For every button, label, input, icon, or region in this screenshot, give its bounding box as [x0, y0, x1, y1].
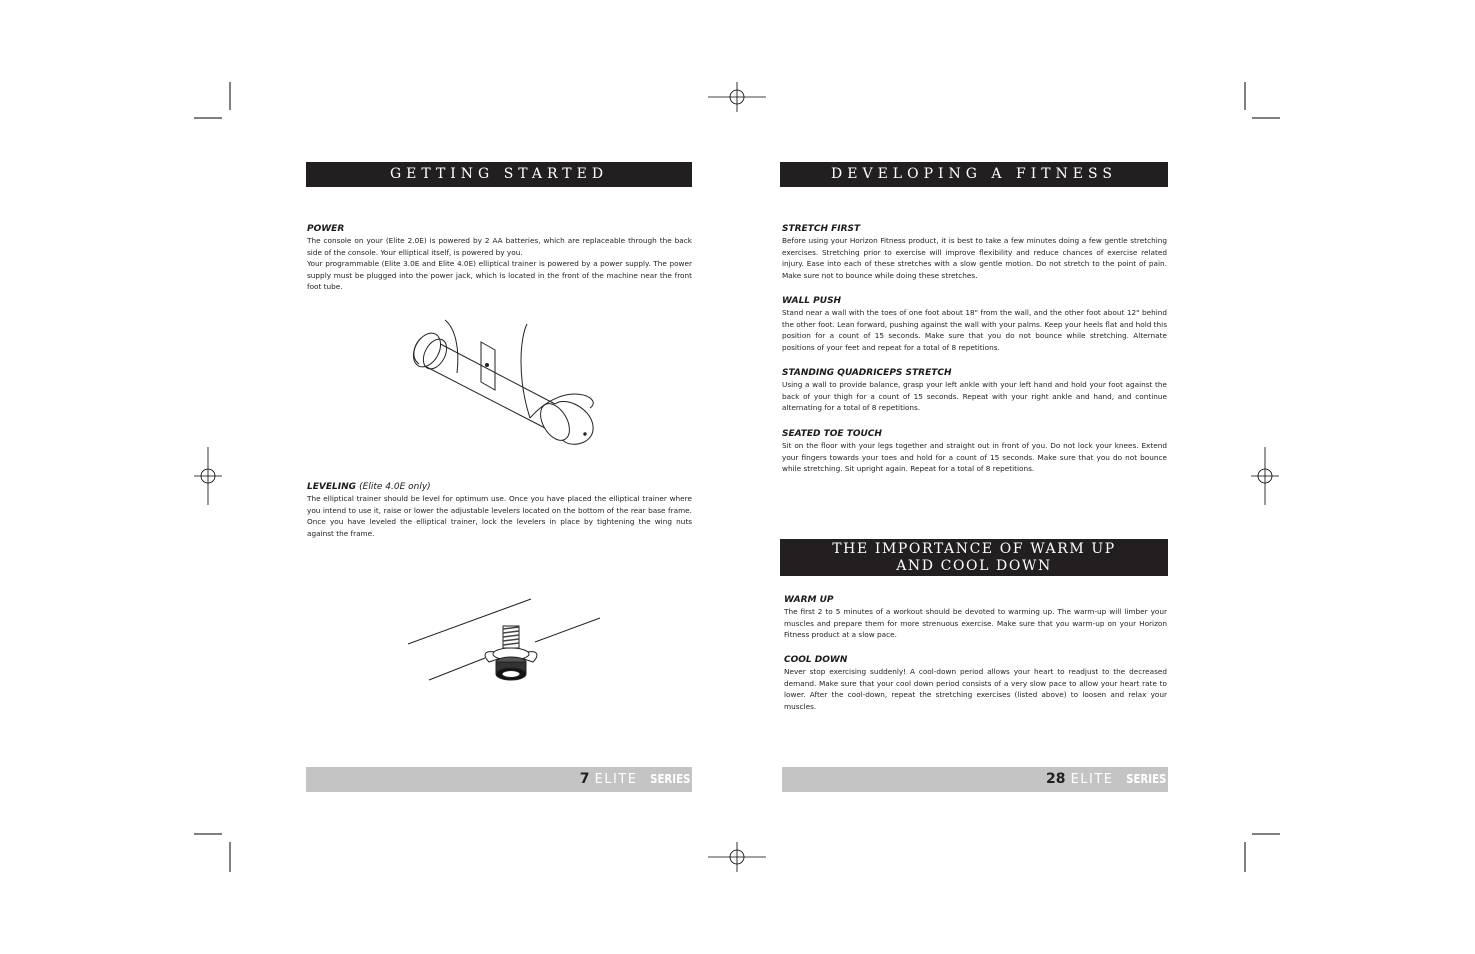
footer-brand: ELITE — [1070, 772, 1114, 787]
power-heading: POWER — [307, 224, 345, 234]
wall-push-section — [782, 295, 1167, 353]
toe-touch-text: Sit on the floor with your legs together and straight out in front of you. Do not lock your knees. Extend your fingers towards your toes and hold for a count of 15 seconds. Make sure that you do not bounce while stretching. Sit upright again. Repeat for a total of 8 repetitions. — [782, 441, 1167, 474]
wing-nut-leveler-illustration — [405, 596, 605, 691]
left-page-banner: GETTING STARTED — [306, 162, 692, 187]
stretch-first-heading: STRETCH FIRST — [782, 224, 861, 234]
left-page-footer — [306, 767, 692, 792]
warm-up-heading: WARM UP — [784, 595, 834, 605]
foot-tube-illustration — [405, 318, 605, 458]
cool-down-heading: COOL DOWN — [784, 655, 848, 665]
footer-brand: ELITE — [594, 772, 638, 787]
leveling-section — [307, 481, 692, 539]
stretch-first-section — [782, 223, 1167, 281]
power-paragraph-1: The console on your (Elite 2.0E) is powered by 2 AA batteries, which are replaceable through the back side of the console. Your elliptical itself, is powered by you. — [307, 236, 692, 257]
leveling-subtitle: (Elite 4.0E only) — [359, 482, 431, 492]
warm-up-banner-line-2: AND COOL DOWN — [896, 558, 1052, 574]
wall-push-heading: WALL PUSH — [782, 296, 842, 306]
warm-up-banner — [780, 539, 1168, 576]
quadriceps-section — [782, 367, 1167, 414]
right-page-footer — [782, 767, 1168, 792]
leveling-title: LEVELING — [307, 482, 356, 492]
right-page-banner: DEVELOPING A FITNESS PROGRAM — [780, 162, 1168, 187]
page-number-28: 28 — [1045, 771, 1066, 787]
power-paragraph-2: Your programmable (Elite 3.0E and Elite 4.0E) elliptical trainer is powered by a power supply. The power supply must be plugged into the power jack, which is located in the front of the machine near the front foot tube. — [307, 259, 692, 292]
page-number-7: 7 — [579, 771, 590, 787]
warm-up-banner-line-1: THE IMPORTANCE OF WARM UP — [832, 541, 1116, 557]
footer-series: SERIES — [1125, 772, 1166, 786]
warm-up-text: The first 2 to 5 minutes of a workout should be devoted to warming up. The warm-up will limber your muscles and prepare them for more strenuous exercise. Make sure that you warm-up on your Horizon Fitness product at a slow pace. — [784, 607, 1167, 640]
quadriceps-heading: STANDING QUADRICEPS STRETCH — [782, 368, 952, 378]
quadriceps-text: Using a wall to provide balance, grasp your left ankle with your left hand and hold your foot against the back of your thigh for a count of 15 seconds. Repeat with your right ankle and hand, and continue alternating for a total of 8 repetitions. — [782, 380, 1167, 413]
toe-touch-heading: SEATED TOE TOUCH — [782, 429, 882, 439]
warm-up-section — [784, 594, 1167, 641]
toe-touch-section — [782, 428, 1167, 475]
wall-push-text: Stand near a wall with the toes of one foot about 18" from the wall, and the other foot about 12" behind the other foot. Lean forward, pushing against the wall with your palms. Keep your heels flat and hold this position for a count of 15 seconds. Make sure that you do not bounce while stretching. Alternate positions of your feet and repeat for a total of 8 repetitions. — [782, 308, 1167, 352]
power-section — [307, 223, 692, 293]
stretch-first-text: Before using your Horizon Fitness product, it is best to take a few minutes doing a few gentle stretching exercises. Stretching prior to exercise will improve flexibility and reduce chances of exercise related injury. Ease into each of these stretches with a slow gentle motion. Do not stretch to the point of pain. Make sure not to bounce while doing these stretches. — [782, 236, 1167, 280]
leveling-heading — [307, 481, 692, 493]
cool-down-section — [784, 654, 1167, 712]
leveling-paragraph: The elliptical trainer should be level for optimum use. Once you have placed the elliptical trainer where you intend to use it, raise or lower the adjustable levelers located on the bottom of the rear base frame. Once you have leveled the elliptical trainer, lock the levelers in place by tightening the wing nuts against the frame. — [307, 494, 692, 538]
footer-series: SERIES — [649, 772, 690, 786]
cool-down-text: Never stop exercising suddenly! A cool-down period allows your heart to readjust to the decreased demand. Make sure that your cool down period consists of a very slow pace to allow your heart rate to lower. After the cool-down, repeat the stretching exercises (listed above) to loosen and relax your muscles. — [784, 667, 1167, 711]
